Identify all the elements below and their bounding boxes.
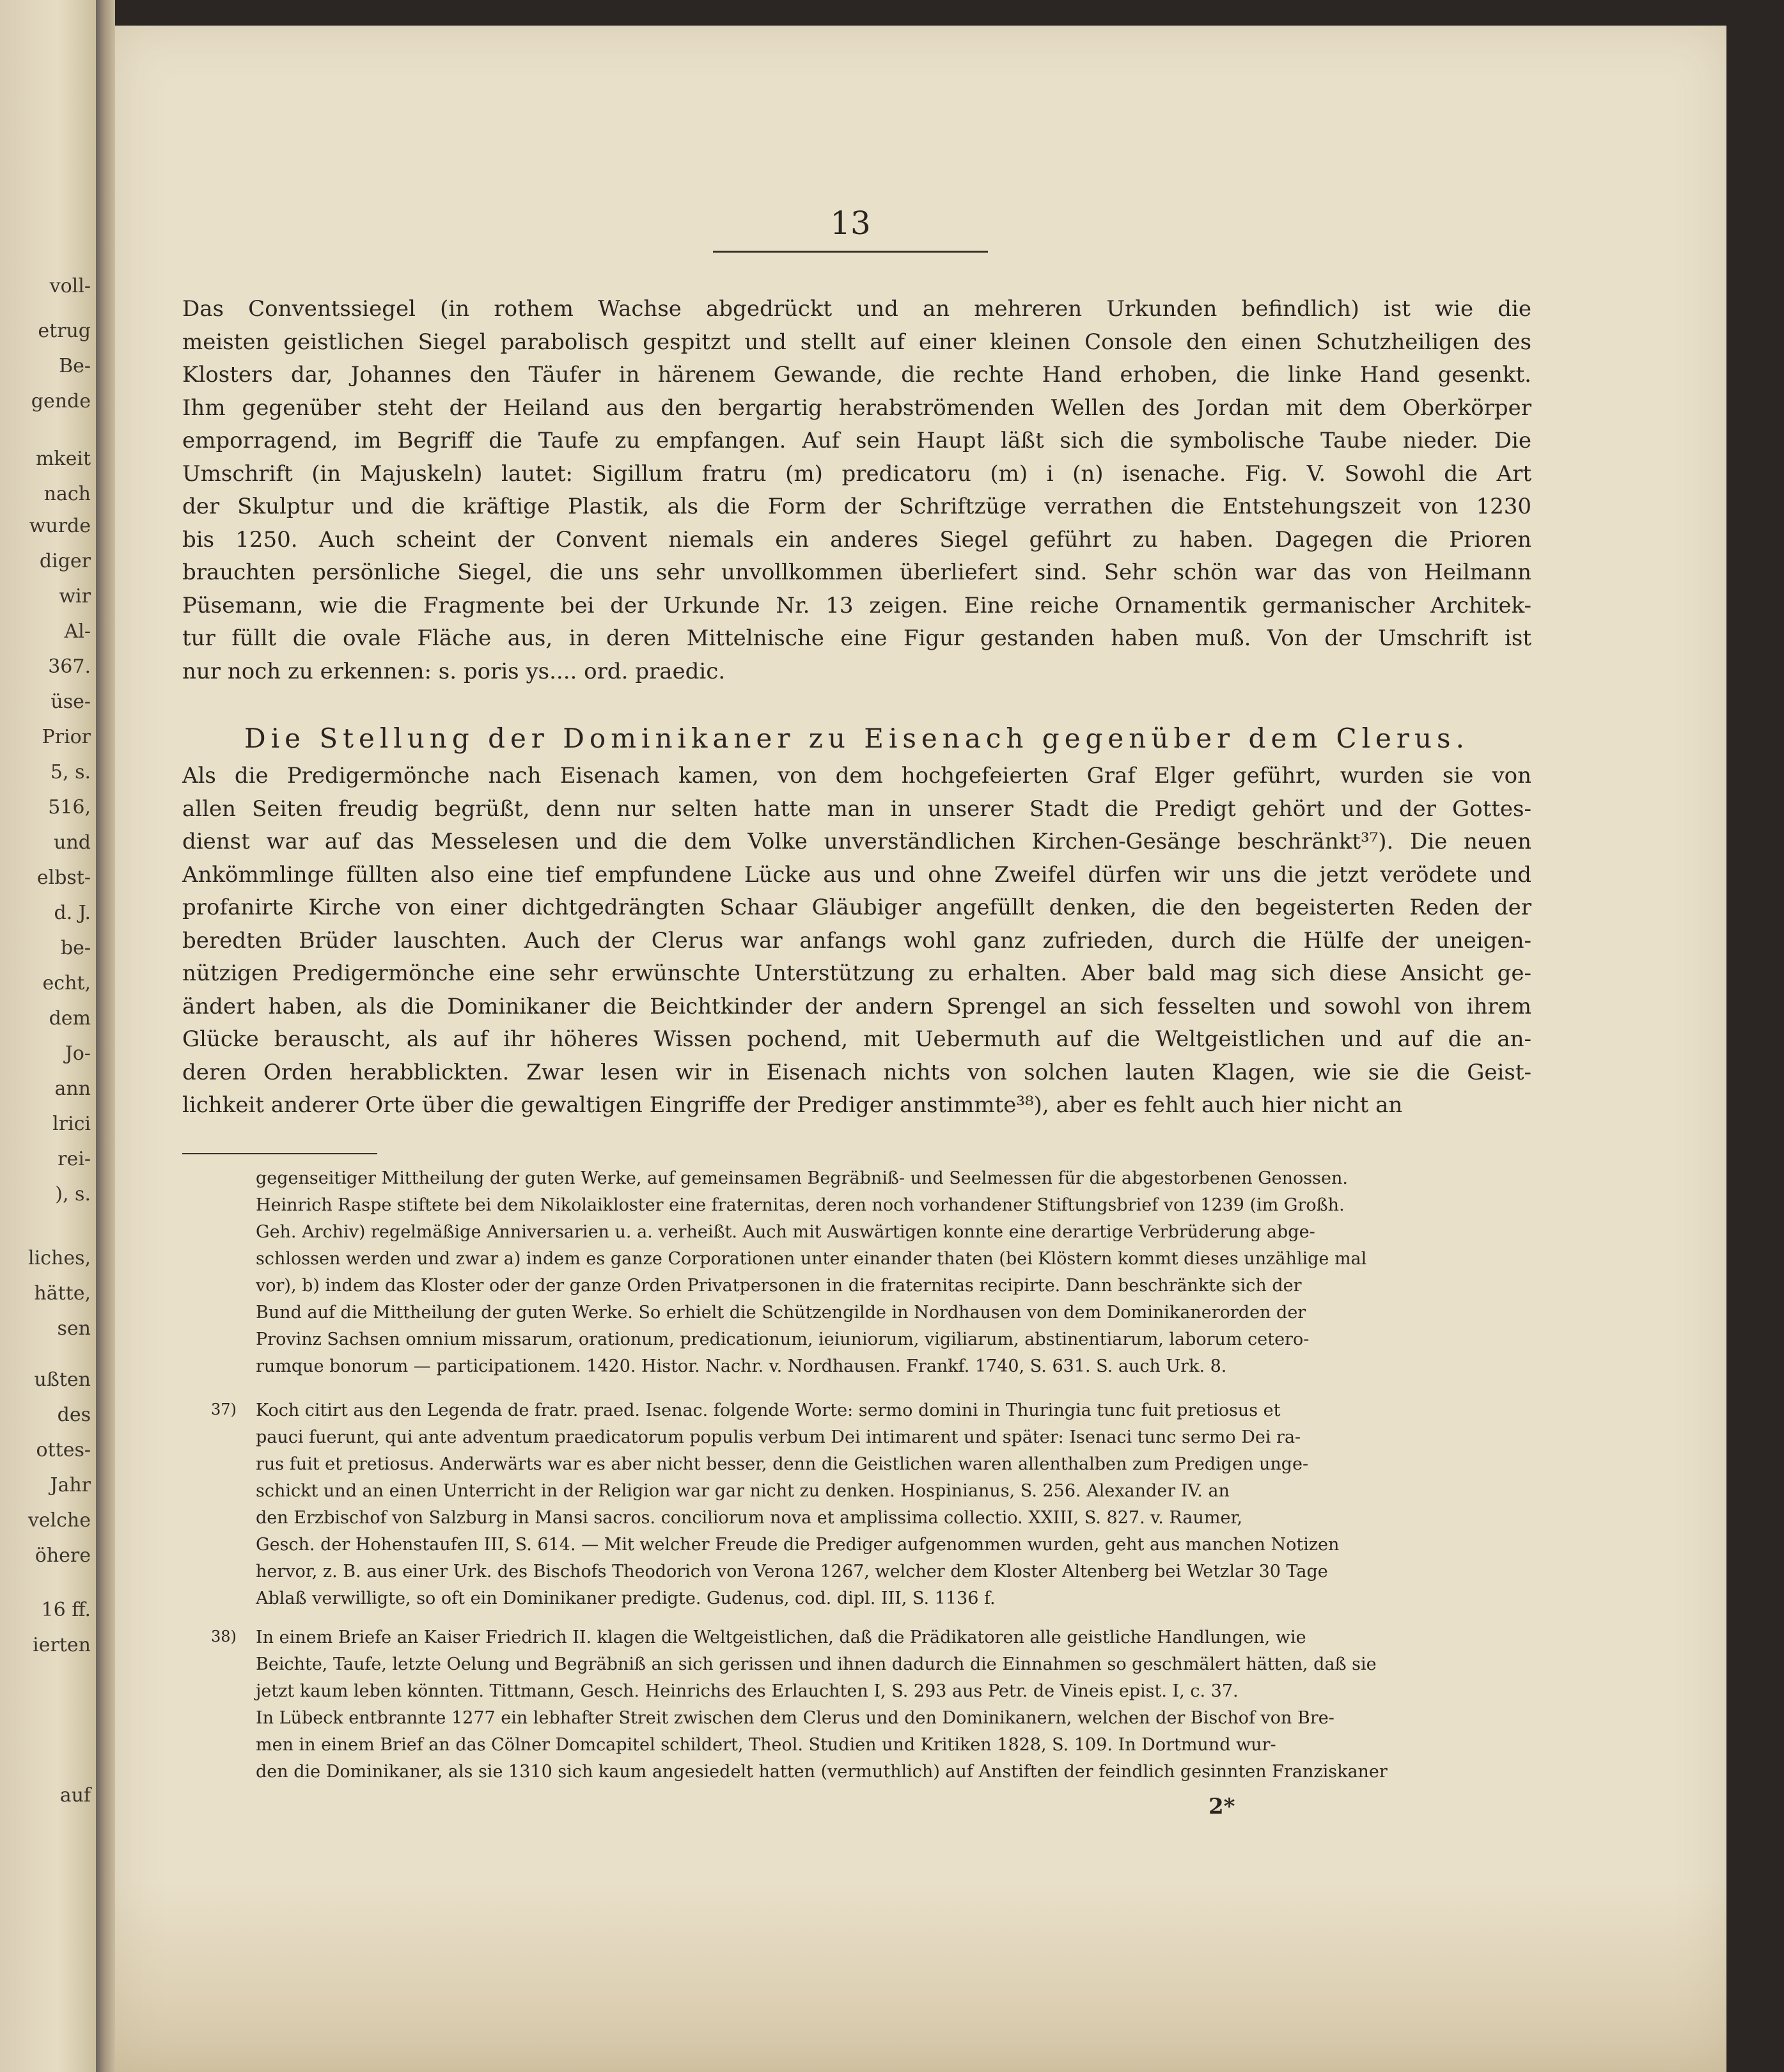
facing-page-text-fragment: Prior xyxy=(42,726,91,748)
footnote-continued-line: Bund auf die Mittheilung der guten Werke. So erhielt die Schützengilde in Nordhausen von dem Dominikanerorden der xyxy=(256,1303,1306,1322)
facing-page-text-fragment: nach xyxy=(43,483,91,505)
facing-page-text-fragment: voll- xyxy=(49,275,91,297)
facing-page-text-fragment: Jo- xyxy=(65,1042,91,1065)
facing-page-text-fragment: ottes- xyxy=(36,1439,91,1461)
book-gutter xyxy=(96,0,115,2072)
facing-page-text-fragment: liches, xyxy=(28,1247,91,1269)
footnote-38 xyxy=(256,1624,1432,1786)
paragraph-1-line: Klosters dar, Johannes den Täufer in härenem Gewande, die rechte Hand erhoben, die linke Hand gesenkt. xyxy=(182,362,1531,388)
facing-page-text-fragment: 5, s. xyxy=(50,761,91,783)
footnote-37-line: schickt und an einen Unterricht in der Religion war gar nicht zu denken. Hospinianus, S. 256. Alexander IV. an xyxy=(256,1481,1230,1501)
facing-page-text-fragment: ierten xyxy=(33,1634,91,1656)
paragraph-1-line: Püsemann, wie die Fragmente bei der Urkunde Nr. 13 zeigen. Eine reiche Ornamentik germanischer Architek- xyxy=(182,592,1531,618)
facing-page-text-fragment: sen xyxy=(57,1317,91,1340)
footnote-continued-line: gegenseitiger Mittheilung der guten Werke, auf gemeinsamen Begräbniß- und Seelmessen für die abgestorbenen Genossen. xyxy=(256,1168,1348,1188)
book-page xyxy=(115,26,1726,2072)
paragraph-2-line: dienst war auf das Messelesen und die dem Volke unverständlichen Kirchen-Gesänge beschränkt³⁷). Die neuen xyxy=(182,829,1531,854)
water-stain xyxy=(115,1880,1726,2072)
paragraph-1-line: Das Conventssiegel (in rothem Wachse abgedrückt und an mehreren Urkunden befindlich) ist wie die xyxy=(182,296,1531,322)
facing-page-fragment xyxy=(0,0,96,2072)
paragraph-2-line: Glücke berauscht, als auf ihr höheres Wissen pochend, mit Uebermuth auf die Weltgeistlichen und auf die an- xyxy=(182,1026,1531,1052)
facing-page-text-fragment: des xyxy=(57,1404,91,1426)
facing-page-text-fragment: elbst- xyxy=(36,867,91,889)
header-rule xyxy=(713,251,988,253)
facing-page-text-fragment: Al- xyxy=(64,620,91,643)
paragraph-1-line: Umschrift (in Majuskeln) lautet: Sigillum fratru (m) predicatoru (m) i (n) isenache. Fig. V. Sowohl die Art xyxy=(182,460,1531,487)
paragraph-2-line: allen Seiten freudig begrüßt, denn nur selten hatte man in unserer Stadt die Predigt gehört und der Gottes- xyxy=(182,796,1531,822)
footnote-37-line: den Erzbischof von Salzburg in Mansi sacros. conciliorum nova et amplissima collectio. XXIII, S. 827. v. Raumer, xyxy=(256,1508,1242,1528)
footnote-38-marker: 38) xyxy=(211,1628,237,1645)
paragraph-1-line: emporragend, im Begriff die Taufe zu empfangen. Auf sein Haupt läßt sich die symbolische Taube nieder. Die xyxy=(182,428,1531,453)
footnote-continued-line: Geh. Archiv) regelmäßige Anniversarien u. a. verheißt. Auch mit Auswärtigen konnte eine derartige Verbrüderung abge- xyxy=(256,1222,1315,1242)
paragraph-2-line: nützigen Predigermönche eine sehr erwünschte Unterstützung zu erhalten. Aber bald mag sich diese Ansicht ge- xyxy=(182,961,1531,986)
facing-page-text-fragment: mkeit xyxy=(35,448,91,470)
footnote-continued-line: Provinz Sachsen omnium missarum, orationum, predicationum, ieiuniorum, vigiliarum, abstinentiarum, laborum cetero- xyxy=(256,1330,1310,1349)
page-number: 13 xyxy=(830,205,871,242)
facing-page-text-fragment: Be- xyxy=(59,355,91,377)
footnote-37-line: Koch citirt aus den Legenda de fratr. praed. Isenac. folgende Worte: sermo domini in Thuringia tunc fuit pretiosus et xyxy=(256,1401,1281,1420)
facing-page-text-fragment: üse- xyxy=(51,691,91,713)
paragraph-1-line: der Skulptur und die kräftige Plastik, als die Form der Schriftzüge verrathen die Entstehungszeit von 1230 xyxy=(182,494,1531,519)
paragraph-2-line: Ankömmlinge füllten also eine tief empfundene Lücke aus und ohne Zweifel dürfen wir uns die jetzt verödete und xyxy=(182,861,1531,888)
facing-page-text-fragment: diger xyxy=(39,550,91,572)
facing-page-text-fragment: gende xyxy=(31,390,91,412)
footnote-continued-line: Heinrich Raspe stiftete bei dem Nikolaikloster eine fraternitas, deren noch vorhandener Stiftungsbrief von 1239 (im Großh. xyxy=(256,1195,1345,1215)
footnote-38-line: den die Dominikaner, als sie 1310 sich kaum angesiedelt hatten (vermuthlich) auf Anstiften der feindlich gesinnten Franziskaner xyxy=(256,1762,1388,1782)
footnote-38-line: Beichte, Taufe, letzte Oelung und Begräbniß an sich gerissen und ihnen dadurch die Einnahmen so geschmälert hätten, daß sie xyxy=(256,1654,1377,1674)
footnote-37-line: Gesch. der Hohenstaufen III, S. 614. — Mit welcher Freude die Prediger aufgenommen wurden, geht aus manchen Notizen xyxy=(256,1535,1340,1555)
footnote-38-line: In Lübeck entbrannte 1277 ein lebhafter Streit zwischen dem Clerus und den Dominikanern, welchen der Bischof von Bre- xyxy=(256,1708,1334,1728)
facing-page-text-fragment: ), s. xyxy=(55,1183,91,1205)
paragraph-2-line: profanirte Kirche von einer dichtgedrängten Schaar Gläubiger angefüllt denken, die den begeisterten Reden der xyxy=(182,895,1531,920)
footnote-continued-line: rumque bonorum — participationem. 1420. Histor. Nachr. v. Nordhausen. Frankf. 1740, S. 631. S. auch Urk. 8. xyxy=(256,1356,1227,1376)
facing-page-text-fragment: 516, xyxy=(48,796,91,819)
paragraph-1-line: meisten geistlichen Siegel parabolisch gespitzt und stellt auf einer kleinen Console den einen Schutzheiligen des xyxy=(182,329,1531,355)
footnote-38-line: men in einem Brief an das Cölner Domcapitel schildert, Theol. Studien und Kritiken 1828, S. 109. In Dortmund wur- xyxy=(256,1735,1276,1755)
facing-page-text-fragment: etrug xyxy=(38,320,91,342)
paragraph-1-line: nur noch zu erkennen: s. poris ys.... ord. praedic. xyxy=(182,658,726,684)
signature-mark: 2* xyxy=(1209,1794,1235,1819)
facing-page-text-fragment: ann xyxy=(54,1078,91,1100)
paragraph-dominicans-clergy xyxy=(182,760,1531,1122)
footnote-38-line: jetzt kaum leben könnten. Tittmann, Gesch. Heinrichs des Erlauchten I, S. 293 aus Petr. de Vineis epist. I, c. 37. xyxy=(256,1681,1239,1701)
facing-page-text-fragment: Jahr xyxy=(50,1474,91,1496)
footnote-37-line: pauci fuerunt, qui ante adventum praedicatorum populis verbum Dei intimarent und später: Isenaci tunc sermo Dei ra- xyxy=(256,1427,1301,1447)
facing-page-text-fragment: d. J. xyxy=(54,902,91,924)
footnote-continued xyxy=(256,1165,1432,1380)
paragraph-1-line: brauchten persönliche Siegel, die uns sehr unvollkommen überliefert sind. Sehr schön war das von Heilmann xyxy=(182,560,1531,585)
facing-page-text-fragment: hätte, xyxy=(34,1282,91,1305)
facing-page-text-fragment: rei- xyxy=(58,1148,91,1170)
facing-page-text-fragment: 16 ff. xyxy=(41,1599,91,1621)
paragraph-1-line: tur füllt die ovale Fläche aus, in deren Mittelnische eine Figur gestanden haben muß. Von der Umschrift ist xyxy=(182,625,1531,651)
facing-page-text-fragment: be- xyxy=(60,937,91,959)
facing-page-text-fragment: dem xyxy=(49,1007,91,1030)
footnote-37-line: rus fuit et pretiosus. Anderwärts war es aber nicht besser, denn die Geistlichen waren allenthalben zum Predigen unge- xyxy=(256,1454,1309,1474)
section-heading: Die Stellung der Dominikaner zu Eisenach gegenüber dem Clerus. xyxy=(244,723,1469,754)
facing-page-text-fragment: velche xyxy=(27,1509,91,1532)
footnote-rule xyxy=(182,1153,377,1154)
footnote-continued-line: vor), b) indem das Kloster oder der ganze Orden Privatpersonen in die fraternitas recipirte. Dann beschränkte sich der xyxy=(256,1276,1302,1296)
facing-page-text-fragment: lrici xyxy=(52,1113,91,1135)
footnote-37-line: hervor, z. B. aus einer Urk. des Bischofs Theodorich von Verona 1267, welcher dem Kloster Altenberg bei Wetzlar 30 Tage xyxy=(256,1562,1328,1581)
facing-page-text-fragment: und xyxy=(54,831,91,854)
footnote-38-line: In einem Briefe an Kaiser Friedrich II. klagen die Weltgeistlichen, daß die Prädikatoren alle geistliche Handlungen, wie xyxy=(256,1628,1306,1647)
footnote-37-line: Ablaß verwilligte, so oft ein Dominikaner predigte. Gudenus, cod. dipl. III, S. 1136 f. xyxy=(256,1589,996,1608)
paragraph-2-line: ändert haben, als die Dominikaner die Beichtkinder der andern Sprengel an sich fesselten und sowohl von ihrem xyxy=(182,993,1531,1019)
paragraph-seal-description xyxy=(182,293,1531,688)
facing-page-text-fragment: 367. xyxy=(48,655,91,678)
paragraph-2-line: beredten Brüder lauschten. Auch der Clerus war anfangs wohl ganz zufrieden, durch die Hülfe der uneigen- xyxy=(182,927,1531,954)
facing-page-text-fragment: öhere xyxy=(35,1544,91,1567)
footnote-continued-line: schlossen werden und zwar a) indem es ganze Corporationen unter einander thaten (bei Klöstern kommt dieses unzählige mal xyxy=(256,1249,1367,1269)
facing-page-text-fragment: ußten xyxy=(34,1369,91,1391)
paragraph-2-line: lichkeit anderer Orte über die gewaltigen Eingriffe der Prediger anstimmte³⁸), aber es fehlt auch hier nicht an xyxy=(182,1092,1403,1118)
paragraph-1-line: bis 1250. Auch scheint der Convent niemals ein anderes Siegel geführt zu haben. Dagegen die Prioren xyxy=(182,526,1531,553)
facing-page-text-fragment: auf xyxy=(59,1784,91,1807)
paragraph-2-line: Als die Predigermönche nach Eisenach kamen, von dem hochgefeierten Graf Elger geführt, wurden sie von xyxy=(182,763,1531,789)
facing-page-text-fragment: wurde xyxy=(29,515,91,537)
paragraph-1-line: Ihm gegenüber steht der Heiland aus den bergartig herabströmenden Wellen des Jordan mit dem Oberkörper xyxy=(182,395,1531,421)
facing-page-text-fragment: wir xyxy=(59,585,91,608)
footnote-37 xyxy=(256,1397,1432,1612)
paragraph-2-line: deren Orden herabblickten. Zwar lesen wir in Eisenach nichts von solchen lauten Klagen, wie sie die Geist- xyxy=(182,1059,1531,1085)
facing-page-text-fragment: echt, xyxy=(42,972,91,994)
footnote-37-marker: 37) xyxy=(211,1401,237,1418)
